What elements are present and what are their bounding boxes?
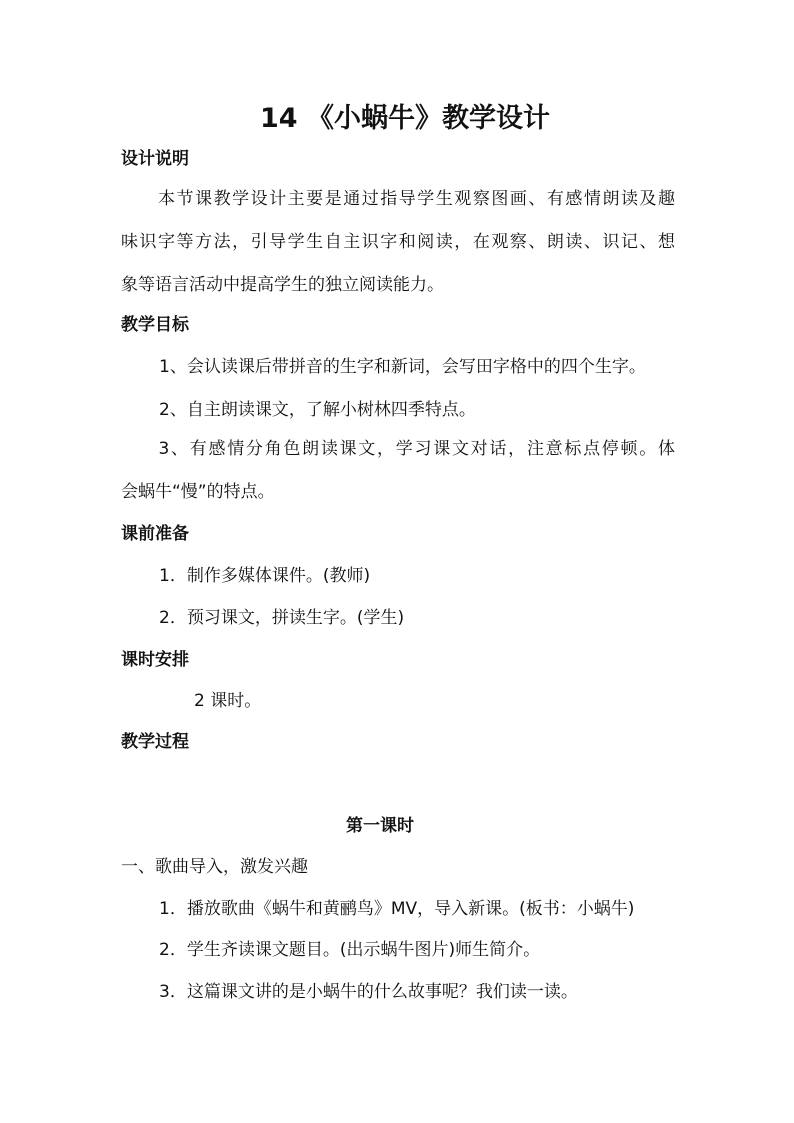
step-item-1: 1．播放歌曲《蜗牛和黄鹂鸟》MV，导入新课。(板书：小蜗牛) (159, 899, 635, 919)
section-heading-design: 设计说明 (121, 149, 189, 169)
section-heading-schedule: 课时安排 (121, 650, 189, 670)
paragraph-line: 本节课教学设计主要是通过指导学生观察图画、有感情朗读及趣 (121, 189, 675, 209)
step-heading: 一、歌曲导入，激发兴趣 (121, 857, 308, 877)
goal-item-3 (121, 428, 675, 514)
step-item-2: 2．学生齐读课文题目。(出示蜗牛图片)师生简介。 (159, 940, 541, 960)
section-heading-goals: 教学目标 (121, 315, 189, 335)
section-heading-prep: 课前准备 (121, 524, 189, 544)
schedule-text: 2 课时。 (194, 691, 262, 711)
paragraph-line: 味识字等方法，引导学生自主识字和阅读，在观察、朗读、识记、想 (121, 232, 675, 252)
prep-item-2: 2．预习课文，拼读生字。(学生) (159, 608, 405, 628)
paragraph-line: 3、有感情分角色朗读课文，学习课文对话，注意标点停顿。体 (121, 439, 675, 459)
step-item-3: 3．这篇课文讲的是小蜗牛的什么故事呢？我们读一读。 (159, 982, 578, 1002)
paragraph-line: 会蜗牛“慢”的特点。 (121, 482, 275, 502)
document-title: 14 《小蜗牛》教学设计 (260, 103, 550, 134)
paragraph-line: 象等语言活动中提高学生的独立阅读能力。 (121, 275, 444, 295)
design-paragraph (121, 178, 675, 307)
prep-item-1: 1．制作多媒体课件。(教师) (159, 566, 371, 586)
goal-item-1: 1、会认读课后带拼音的生字和新词，会写田字格中的四个生字。 (159, 357, 646, 377)
goal-item-2: 2、自主朗读课文，了解小树林四季特点。 (159, 400, 476, 420)
lesson-heading: 第一课时 (346, 816, 414, 836)
section-heading-process: 教学过程 (121, 732, 189, 752)
